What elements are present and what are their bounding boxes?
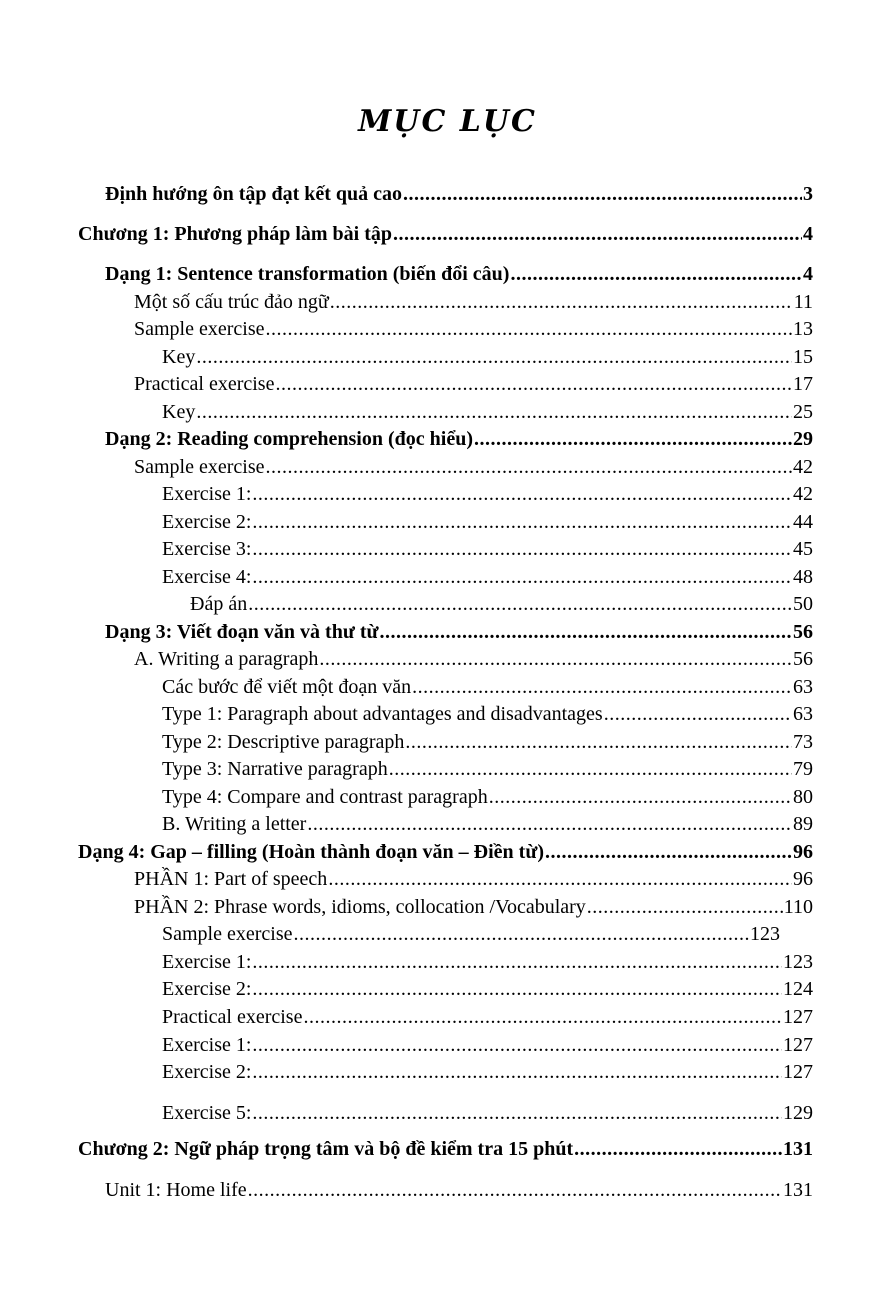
toc-entry-page: 110 — [783, 896, 813, 918]
toc-entry-page: 131 — [783, 1179, 813, 1201]
toc-dot-leader — [403, 183, 802, 206]
toc-entry-label: Chương 1: Phương pháp làm bài tập — [78, 223, 393, 245]
toc-dot-leader — [266, 318, 793, 341]
toc-entry-page: 56 — [793, 621, 813, 643]
toc-entry-label: B. Writing a letter — [162, 813, 307, 835]
toc-dot-leader — [412, 676, 792, 699]
toc-entry — [162, 703, 813, 726]
toc-entry-label: PHẦN 1: Part of speech — [134, 868, 328, 890]
toc-entry — [162, 786, 813, 809]
toc-entry-label: Dạng 4: Gap – filling (Hoàn thành đoạn văn – Điền từ) — [78, 841, 544, 863]
toc-entry-page: 123 — [783, 951, 813, 973]
toc-entry-label: Exercise 2: — [162, 978, 252, 1000]
toc-entry-label: Exercise 4: — [162, 566, 252, 588]
toc-entry — [134, 373, 813, 396]
toc-entry-page: 25 — [793, 401, 813, 423]
toc-entry — [162, 483, 813, 506]
toc-entry-label: Key — [162, 401, 196, 423]
toc-dot-leader — [252, 483, 792, 506]
toc-entry-page: 129 — [783, 1102, 813, 1124]
toc-entry — [162, 758, 813, 781]
toc-entry-label: Sample exercise — [162, 923, 293, 945]
toc-dot-leader — [307, 813, 792, 836]
toc-entry — [162, 1102, 813, 1125]
toc-dot-leader — [510, 263, 802, 286]
page-title: MỤC LỤC — [358, 104, 537, 139]
toc-dot-leader — [252, 538, 792, 561]
toc-entry — [162, 1006, 813, 1029]
toc-entry-label: Định hướng ôn tập đạt kết quả cao — [105, 183, 403, 205]
toc-dot-leader — [252, 1034, 782, 1057]
toc-entry — [162, 978, 813, 1001]
toc-entry-page: 80 — [793, 786, 813, 808]
toc-entry-page: 29 — [793, 428, 813, 450]
toc-entry — [162, 401, 813, 424]
toc-entry — [190, 593, 813, 616]
toc-entry-page: 131 — [783, 1138, 813, 1160]
toc-entry-page: 15 — [793, 346, 813, 368]
toc-entry-label: Practical exercise — [162, 1006, 303, 1028]
toc-entry-page: 63 — [793, 703, 813, 725]
toc-dot-leader — [545, 841, 792, 864]
toc-entry-label: Dạng 1: Sentence transformation (biến đổi câu) — [105, 263, 510, 285]
toc-dot-leader — [266, 456, 793, 479]
toc-entry-page: 42 — [793, 483, 813, 505]
toc-dot-leader — [252, 978, 782, 1001]
toc-entry-label: Exercise 5: — [162, 1102, 252, 1124]
toc-dot-leader — [489, 786, 792, 809]
toc-dot-leader — [379, 621, 792, 644]
toc-entry — [134, 868, 813, 891]
toc-entry-page: 3 — [803, 183, 813, 205]
toc-dot-leader — [294, 923, 750, 946]
toc-entry-page: 48 — [793, 566, 813, 588]
toc-entry-page: 96 — [793, 868, 813, 890]
toc-dot-leader — [196, 401, 792, 424]
toc-entry-page: 13 — [793, 318, 813, 340]
toc-entry — [134, 318, 813, 341]
toc-entry — [134, 456, 813, 479]
toc-entry-label: Type 2: Descriptive paragraph — [162, 731, 405, 753]
toc-entry-label: Type 4: Compare and contrast paragraph — [162, 786, 488, 808]
toc-entry — [162, 566, 813, 589]
toc-entry-page: 17 — [793, 373, 813, 395]
toc-dot-leader — [252, 1061, 782, 1084]
toc-dot-leader — [275, 373, 792, 396]
toc-dot-leader — [303, 1006, 782, 1029]
toc-entry-page: 11 — [793, 291, 813, 313]
toc-entry-page: 56 — [793, 648, 813, 670]
toc-dot-leader — [248, 593, 792, 616]
toc-dot-leader — [474, 428, 792, 451]
toc-entry-label: Exercise 1: — [162, 1034, 252, 1056]
toc-entry — [162, 538, 813, 561]
toc-dot-leader — [252, 1102, 782, 1125]
toc-entry-label: Practical exercise — [134, 373, 275, 395]
toc-dot-leader — [604, 703, 792, 726]
toc-entry-label: Exercise 3: — [162, 538, 252, 560]
toc-entry-label: PHẦN 2: Phrase words, idioms, collocation /Vocabulary — [134, 896, 586, 918]
toc-dot-leader — [574, 1138, 782, 1161]
toc-dot-leader — [319, 648, 792, 671]
toc-entry-page: 124 — [783, 978, 813, 1000]
toc-entry-label: Chương 2: Ngữ pháp trọng tâm và bộ đề kiểm tra 15 phút — [78, 1138, 574, 1160]
toc-entry — [162, 1061, 813, 1084]
toc-entry-page: 50 — [793, 593, 813, 615]
toc-entry-label: Exercise 1: — [162, 951, 252, 973]
toc-entry-label: Exercise 2: — [162, 511, 252, 533]
toc-entry-label: Một số cấu trúc đảo ngữ — [134, 291, 329, 313]
toc-entry — [162, 346, 813, 369]
toc-dot-leader — [389, 758, 792, 781]
toc-entry-label: Key — [162, 346, 196, 368]
toc-entry-label: Unit 1: Home life — [105, 1179, 247, 1201]
toc-entry — [162, 1034, 813, 1057]
toc-entry-label: Sample exercise — [134, 318, 265, 340]
toc-entry-label: A. Writing a paragraph — [134, 648, 319, 670]
toc-entry-page: 127 — [783, 1006, 813, 1028]
toc-entry-page: 63 — [793, 676, 813, 698]
toc-entry-page: 44 — [793, 511, 813, 533]
toc-entry-label: Các bước để viết một đoạn văn — [162, 676, 412, 698]
toc-entry-page: 96 — [793, 841, 813, 863]
toc-entry — [162, 923, 780, 946]
toc-dot-leader — [393, 223, 802, 246]
toc-entry — [162, 951, 813, 974]
toc-entry-page: 73 — [793, 731, 813, 753]
toc-dot-leader — [405, 731, 792, 754]
toc-entry-page: 127 — [783, 1061, 813, 1083]
toc-entry — [162, 676, 813, 699]
toc-entry — [162, 731, 813, 754]
toc-entry — [78, 1138, 813, 1161]
toc-dot-leader — [328, 868, 792, 891]
toc-dot-leader — [330, 291, 793, 314]
toc-entry — [105, 621, 813, 644]
toc-entry-label: Type 1: Paragraph about advantages and disadvantages — [162, 703, 603, 725]
toc-dot-leader — [252, 511, 792, 534]
toc-entry-page: 4 — [803, 223, 813, 245]
toc-entry-page: 127 — [783, 1034, 813, 1056]
toc-dot-leader — [248, 1179, 782, 1202]
toc-entry-label: Exercise 1: — [162, 483, 252, 505]
toc-entry-page: 45 — [793, 538, 813, 560]
toc-entry — [105, 428, 813, 451]
toc-dot-leader — [587, 896, 783, 919]
toc-dot-leader — [252, 951, 782, 974]
toc-entry — [162, 511, 813, 534]
toc-dot-leader — [252, 566, 792, 589]
toc-entry-page: 123 — [750, 923, 780, 945]
toc-entry-label: Sample exercise — [134, 456, 265, 478]
toc-entry — [134, 896, 813, 919]
toc-entry — [105, 1179, 813, 1202]
toc-entry-page: 42 — [793, 456, 813, 478]
toc-entry-page: 79 — [793, 758, 813, 780]
toc-entry — [105, 263, 813, 286]
toc-entry-label: Exercise 2: — [162, 1061, 252, 1083]
toc-entry — [78, 223, 813, 246]
toc-entry-label: Type 3: Narrative paragraph — [162, 758, 388, 780]
toc-entry-label: Đáp án — [190, 593, 248, 615]
toc-entry-label: Dạng 2: Reading comprehension (đọc hiểu) — [105, 428, 473, 450]
toc-dot-leader — [196, 346, 792, 369]
toc-entry — [105, 183, 813, 206]
toc-entry — [134, 648, 813, 671]
toc-entry — [78, 841, 813, 864]
toc-entry — [134, 291, 813, 314]
toc-entry-page: 89 — [793, 813, 813, 835]
toc-entry-page: 4 — [803, 263, 813, 285]
toc-entry-label: Dạng 3: Viết đoạn văn và thư từ — [105, 621, 379, 643]
toc-entry — [162, 813, 813, 836]
